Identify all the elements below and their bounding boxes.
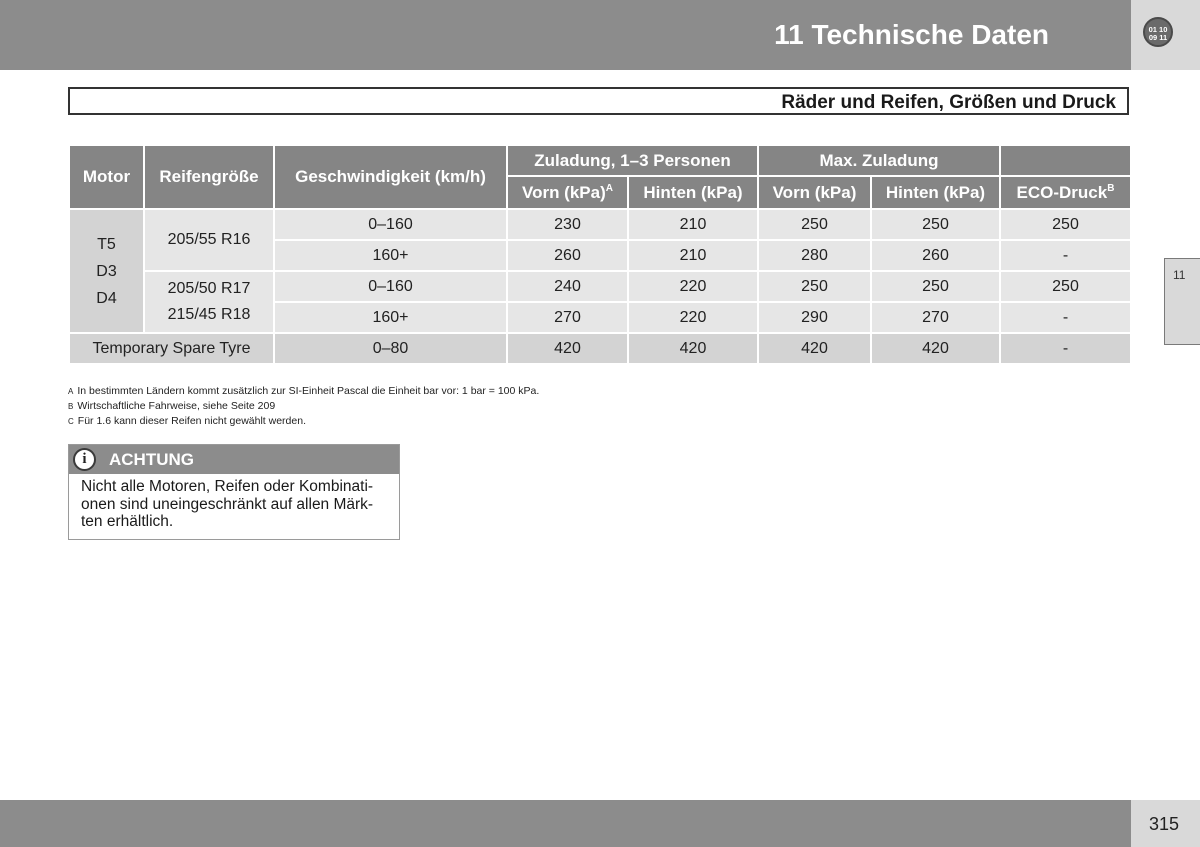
max-rear-cell: 420 <box>871 333 1000 364</box>
motor-cell <box>69 209 144 333</box>
tyre-size-r18: 215/45 R18 <box>167 306 251 323</box>
chapter-code-line1: 01 10 <box>1148 25 1168 34</box>
max-front-cell: 420 <box>758 333 871 364</box>
section-title-box <box>68 87 1129 115</box>
warning-text: Nicht alle Motoren, Reifen oder Kombinati- onen sind uneingeschränkt auf allen Märk- ten erhältlich. <box>81 478 374 530</box>
max-front-cell: 280 <box>758 240 871 271</box>
header-empty <box>1000 145 1131 176</box>
footnote-c: C Für 1.6 kann dieser Reifen nicht gewählt werden. <box>68 415 306 427</box>
header-motor: Motor <box>69 145 144 209</box>
rear-cell: 220 <box>628 302 758 333</box>
speed-cell: 160+ <box>274 240 507 271</box>
max-front-cell: 290 <box>758 302 871 333</box>
header-eco: ECO-Druck$^B$ <box>1000 176 1131 209</box>
rear-cell: 210 <box>628 240 758 271</box>
max-rear-cell: 250 <box>871 271 1000 302</box>
speed-cell: 0–160 <box>274 209 507 240</box>
page-number: 315 <box>1149 814 1180 834</box>
motor-d3: D3 <box>96 262 117 280</box>
table-row <box>69 271 1131 302</box>
eco-cell: - <box>1000 333 1131 364</box>
eco-cell: - <box>1000 240 1131 271</box>
table-row <box>69 209 1131 240</box>
tyre-pressure-table <box>68 144 1132 365</box>
header-tyre-size: Reifengröße <box>144 145 274 209</box>
eco-cell: 250 <box>1000 209 1131 240</box>
tyre-size-cell <box>144 271 274 333</box>
tyre-size-r17: 205/50 R17 <box>167 280 251 297</box>
side-tab-label: 11 <box>1173 268 1186 282</box>
max-rear-cell: 260 <box>871 240 1000 271</box>
header-front: Vorn (kPa)$^A$ <box>507 176 628 209</box>
front-cell: 240 <box>507 271 628 302</box>
eco-cell: 250 <box>1000 271 1131 302</box>
front-cell: 260 <box>507 240 628 271</box>
header-speed: Geschwindigkeit (km/h) <box>274 145 507 209</box>
spare-tyre-row <box>69 333 1131 364</box>
chapter-header-bar <box>0 0 1131 70</box>
max-rear-cell: 270 <box>871 302 1000 333</box>
speed-cell: 160+ <box>274 302 507 333</box>
front-cell: 230 <box>507 209 628 240</box>
page-number-box <box>1131 800 1200 847</box>
front-cell: 420 <box>507 333 628 364</box>
footnote-a: A In bestimmten Ländern kommt zusätzlich zur SI-Einheit Pascal die Einheit bar vor: 1 bar = 100 kPa. <box>68 385 540 397</box>
chapter-code-icon <box>1143 17 1173 47</box>
chapter-code-line2: 09 11 <box>1148 33 1168 42</box>
spare-label-cell: Temporary Spare Tyre <box>69 333 274 364</box>
header-max-front: Vorn (kPa) <box>758 176 871 209</box>
chapter-side-tab <box>1164 258 1200 345</box>
eco-cell: - <box>1000 302 1131 333</box>
max-front-cell: 250 <box>758 209 871 240</box>
motor-t5: T5 <box>97 235 116 253</box>
chapter-corner <box>1131 0 1200 70</box>
header-max-load: Max. Zuladung <box>758 145 1000 176</box>
speed-cell: 0–80 <box>274 333 507 364</box>
chapter-title: 11 Technische Daten <box>774 19 1049 50</box>
header-rear: Hinten (kPa) <box>628 176 758 209</box>
motor-d4: D4 <box>96 289 117 307</box>
footnotes <box>68 384 539 429</box>
warning-box <box>68 444 400 540</box>
front-cell: 270 <box>507 302 628 333</box>
max-rear-cell: 250 <box>871 209 1000 240</box>
footer-bar <box>0 800 1131 847</box>
header-load-1-3: Zuladung, 1–3 Personen <box>507 145 758 176</box>
tyre-size-cell: 205/55 R16 <box>144 209 274 271</box>
rear-cell: 220 <box>628 271 758 302</box>
header-max-rear: Hinten (kPa) <box>871 176 1000 209</box>
max-front-cell: 250 <box>758 271 871 302</box>
warning-header <box>69 445 399 474</box>
rear-cell: 210 <box>628 209 758 240</box>
section-title: Räder und Reifen, Größen und Druck <box>781 92 1116 113</box>
info-icon: i <box>73 448 96 471</box>
footnote-b: B Wirtschaftliche Fahrweise, siehe Seite 209 <box>68 400 276 412</box>
rear-cell: 420 <box>628 333 758 364</box>
speed-cell: 0–160 <box>274 271 507 302</box>
warning-label: ACHTUNG <box>109 450 194 469</box>
